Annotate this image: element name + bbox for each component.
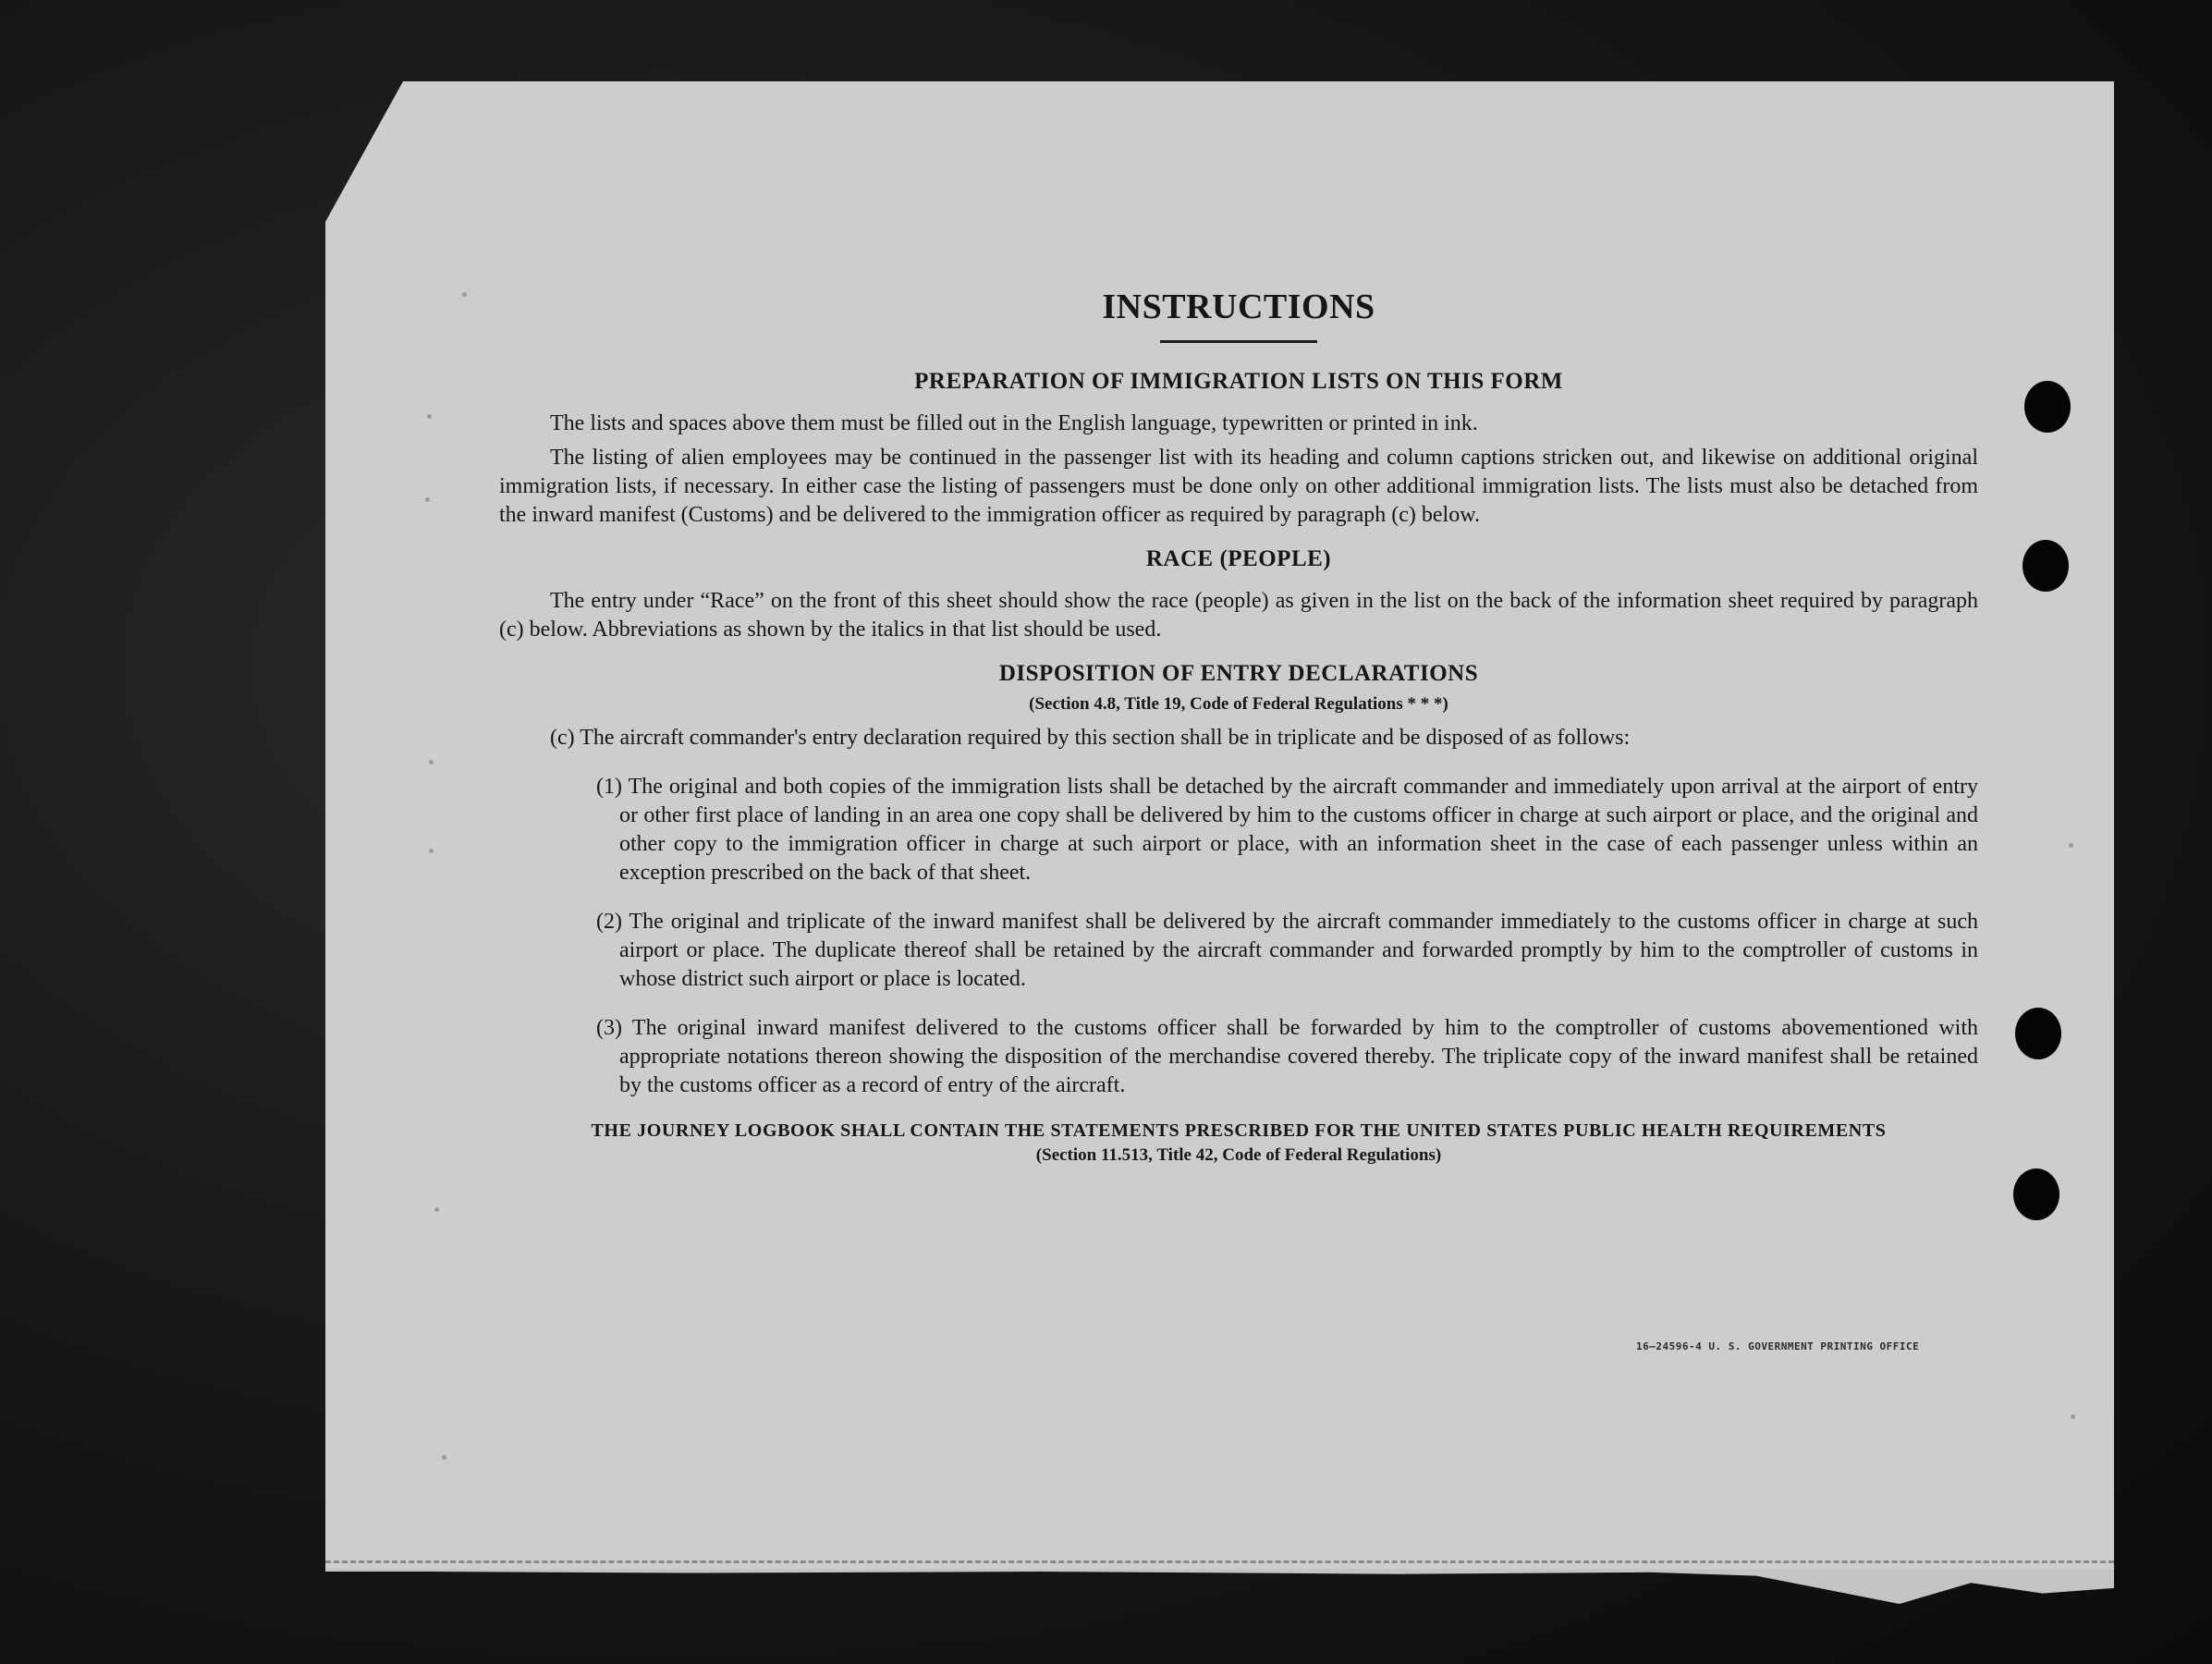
logbook-citation: (Section 11.513, Title 42, Code of Federal Regulations)	[1035, 1145, 1442, 1165]
scan-speck	[425, 497, 430, 502]
page-title: INSTRUCTIONS	[1102, 288, 1375, 326]
disposition-item-1: (1) The original and both copies of the immigration lists shall be detached by the aircraft commander and immediately upon arrival at the airport of entry or other first place of landing in an area one copy shall be delivered by him to the customs officer in charge at such airport or place, and the original and other copy to the immigration officer in charge at such airport or place, with an information sheet in the case of each passenger unless within an exception prescribed on the back of that sheet.	[596, 775, 1978, 885]
disposition-item-3: (3) The original inward manifest delivered to the customs officer shall be forwarded by him to the comptroller of customs abovementioned with appropriate notations thereon showing the disposition of the merchandise covered thereby. The triplicate copy of the inward manifest shall be retained by the customs officer as a record of entry of the aircraft.	[596, 1016, 1978, 1097]
title-underline	[1160, 340, 1317, 343]
preparation-paragraph-2: The listing of alien employees may be continued in the passenger list with its heading and column captions stricken out, and likewise on additional original immigration lists, if necessary. In either case the listing of passengers must be done only on other additional immigration lists. The lists must also be detached from the inward manifest (Customs) and be delivered to the immigration officer as required by paragraph (c) below.	[499, 446, 1978, 527]
punch-hole-2	[2023, 540, 2069, 592]
scan-speck	[427, 414, 432, 419]
perforation-line	[325, 1560, 2114, 1571]
punch-hole-1	[2024, 381, 2071, 433]
disposition-citation: (Section 4.8, Title 19, Code of Federal Regulations * * *)	[1029, 694, 1448, 714]
section-heading-preparation: PREPARATION OF IMMIGRATION LISTS ON THIS FORM	[914, 369, 1563, 394]
disposition-intro: (c) The aircraft commander's entry declaration required by this section shall be in triplicate and be disposed of as follows:	[550, 726, 1631, 750]
section-heading-race: RACE (PEOPLE)	[1145, 546, 1332, 571]
race-paragraph: The entry under “Race” on the front of this sheet should show the race (people) as given in the list on the back of the information sheet required by paragraph (c) below. Abbreviations as shown by the italics in that list should be used.	[499, 589, 1978, 642]
punch-hole-4	[2013, 1168, 2059, 1220]
scan-speck	[434, 1207, 439, 1212]
scan-speck	[442, 1455, 446, 1460]
printer-imprint: 16—24596-4 U. S. GOVERNMENT PRINTING OFFICE	[1636, 1340, 1920, 1352]
punch-hole-3	[2015, 1008, 2061, 1059]
scan-speck	[429, 760, 434, 765]
section-heading-disposition: DISPOSITION OF ENTRY DECLARATIONS	[998, 661, 1479, 686]
torn-edge	[325, 1569, 2114, 1604]
preparation-paragraph-1: The lists and spaces above them must be filled out in the English language, typewritten or printed in ink.	[550, 411, 1478, 435]
scan-speck	[462, 292, 467, 297]
instructions-document	[499, 277, 1978, 1166]
scan-speck	[2071, 1414, 2075, 1419]
scan-speck	[2069, 843, 2073, 848]
logbook-statement: THE JOURNEY LOGBOOK SHALL CONTAIN THE STATEMENTS PRESCRIBED FOR THE UNITED STATES PUBLIC HEALTH REQUIREMENTS	[591, 1120, 1887, 1141]
scan-speck	[429, 849, 434, 853]
disposition-item-2: (2) The original and triplicate of the inward manifest shall be delivered by the aircraft commander immediately to the customs officer in charge at such airport or place. The duplicate thereof shall be retained by the aircraft commander and forwarded promptly by him to the comptroller of customs in whose district such airport or place is located.	[596, 910, 1978, 991]
